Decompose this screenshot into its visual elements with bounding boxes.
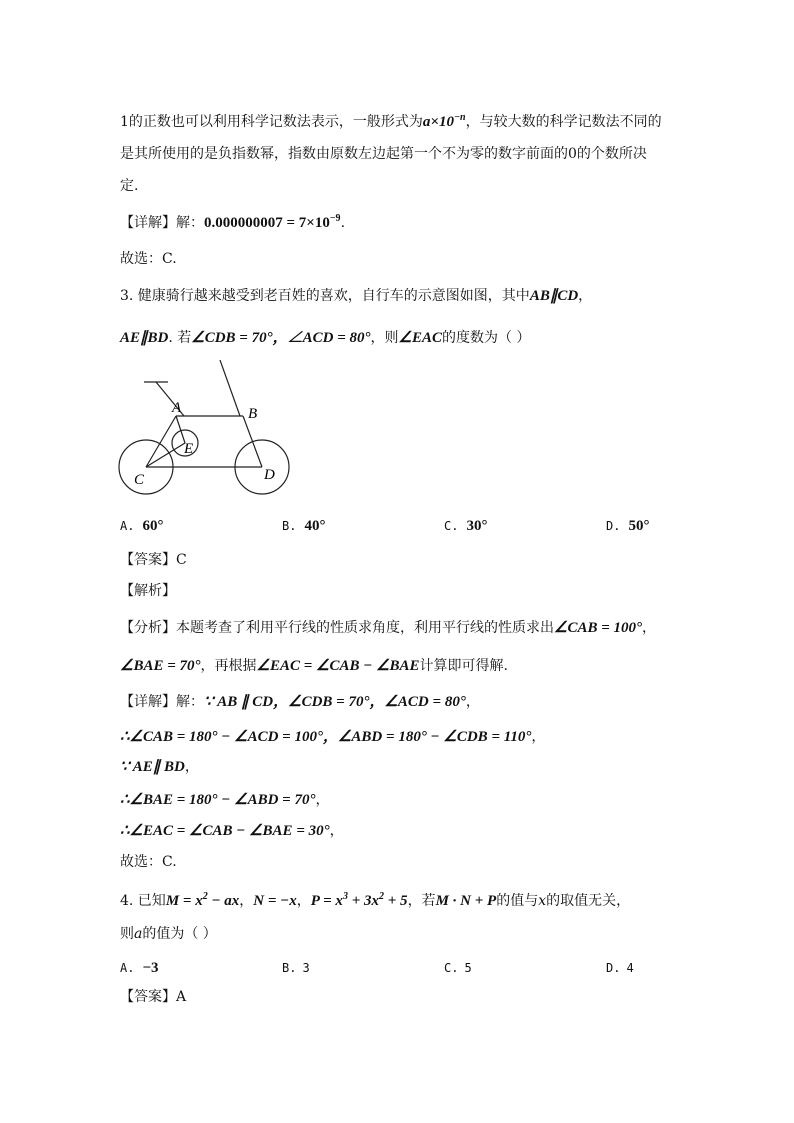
q3-math-ae-bd: AE∥BD	[120, 330, 169, 346]
q4-answer: 【答案】A	[120, 989, 187, 1005]
q4-option-b[interactable]: B. 3	[282, 961, 310, 975]
q3-analysis-line-2: ∠BAE = 70°，再根据∠EAC = ∠CAB − ∠BAE计算即可得解.	[120, 658, 508, 674]
intro-line-1	[120, 112, 662, 132]
q3-option-c[interactable]: C. 30°	[444, 518, 488, 534]
label-a: A	[172, 400, 182, 416]
q2-detail: 【详解】解：$0.000000007 = 7\times 10^{-9}$.	[120, 213, 346, 231]
q3-math-given-angles: ∠CDB = 70°，∠ACD = 80°	[191, 330, 371, 346]
q3-option-b[interactable]: B. 40°	[282, 518, 326, 534]
seat-post-line	[220, 360, 240, 416]
q3-analysis-heading: 【解析】	[120, 583, 176, 599]
q2-choice: 故选：C.	[120, 251, 177, 267]
q4-stem-line-1: 4. 已知$M = x^2$ − ax，N = −x，$P = x^3 + 3x^2 + 5$，若M · N + P的值与x的取值无关，	[120, 891, 631, 909]
sci-notation-form: $a\times 10^{-n}$	[422, 112, 466, 130]
q3-answer: 【答案】C	[120, 552, 187, 568]
q4-math-m: $M = x^2$ − ax	[165, 891, 240, 909]
label-c: C	[134, 472, 145, 488]
q3-stem-line-1: 3. 健康骑行越来越受到老百姓的喜欢，自行车的示意图如图，其中AB∥CD，	[120, 288, 593, 304]
label-d: D	[264, 467, 275, 483]
q4-option-c[interactable]: C. 5	[444, 961, 472, 975]
q3-math-eac: ∠EAC	[398, 330, 442, 346]
q3-analysis-line-1: 【分析】本题考查了利用平行线的性质求角度，利用平行线的性质求出∠CAB = 100°，	[120, 620, 657, 636]
q3-option-d[interactable]: D. 50°	[606, 518, 650, 534]
q3-step-2: ∵ AE∥ BD，	[120, 759, 199, 775]
intro-line-2: 是其所使用的是负指数幂，指数由原数左边起第一个不为零的数字前面的0的个数所决	[120, 146, 647, 162]
label-b: B	[248, 406, 258, 422]
q3-step-1: ∴∠CAB = 180° − ∠ACD = 100°，∠ABD = 180° − ∠CDB = 110°，	[120, 729, 546, 745]
q4-math-n: N = −x	[253, 893, 297, 909]
intro-text: 1的正数也可以利用科学记数法表示，一般形式为	[120, 114, 423, 130]
q3-detail: 【详解】解：∵ AB ∥ CD，∠CDB = 70°，∠ACD = 80°，	[120, 694, 480, 710]
q3-choice: 故选：C.	[120, 854, 177, 870]
bicycle-diagram	[112, 360, 302, 500]
label-e: E	[184, 441, 194, 457]
q2-detail-math: $0.000000007 = 7\times 10^{-9}$	[204, 213, 341, 231]
intro-line-3: 定.	[120, 178, 139, 194]
q3-stem-line-2: AE∥BD. 若∠CDB = 70°，∠ACD = 80°，则∠EAC的度数为（ ）	[120, 330, 531, 346]
q3-math-ab-cd: AB∥CD	[529, 288, 579, 304]
q4-option-a[interactable]: A. −3	[120, 960, 159, 976]
q4-stem-line-2: 则a的值为（ ）	[120, 926, 217, 942]
intro-text-cont: ，与较大数的科学记数法不同的	[465, 114, 662, 130]
q3-option-a[interactable]: A. 60°	[120, 518, 164, 534]
q4-option-d[interactable]: D. 4	[606, 961, 634, 975]
q3-step-3: ∴∠BAE = 180° − ∠ABD = 70°，	[120, 792, 330, 808]
q3-step-4: ∴∠EAC = ∠CAB − ∠BAE = 30°，	[120, 823, 344, 839]
q4-math-expr: M · N + P	[435, 893, 497, 909]
q4-math-p: $P = x^3 + 3x^2 + 5$	[310, 891, 408, 909]
